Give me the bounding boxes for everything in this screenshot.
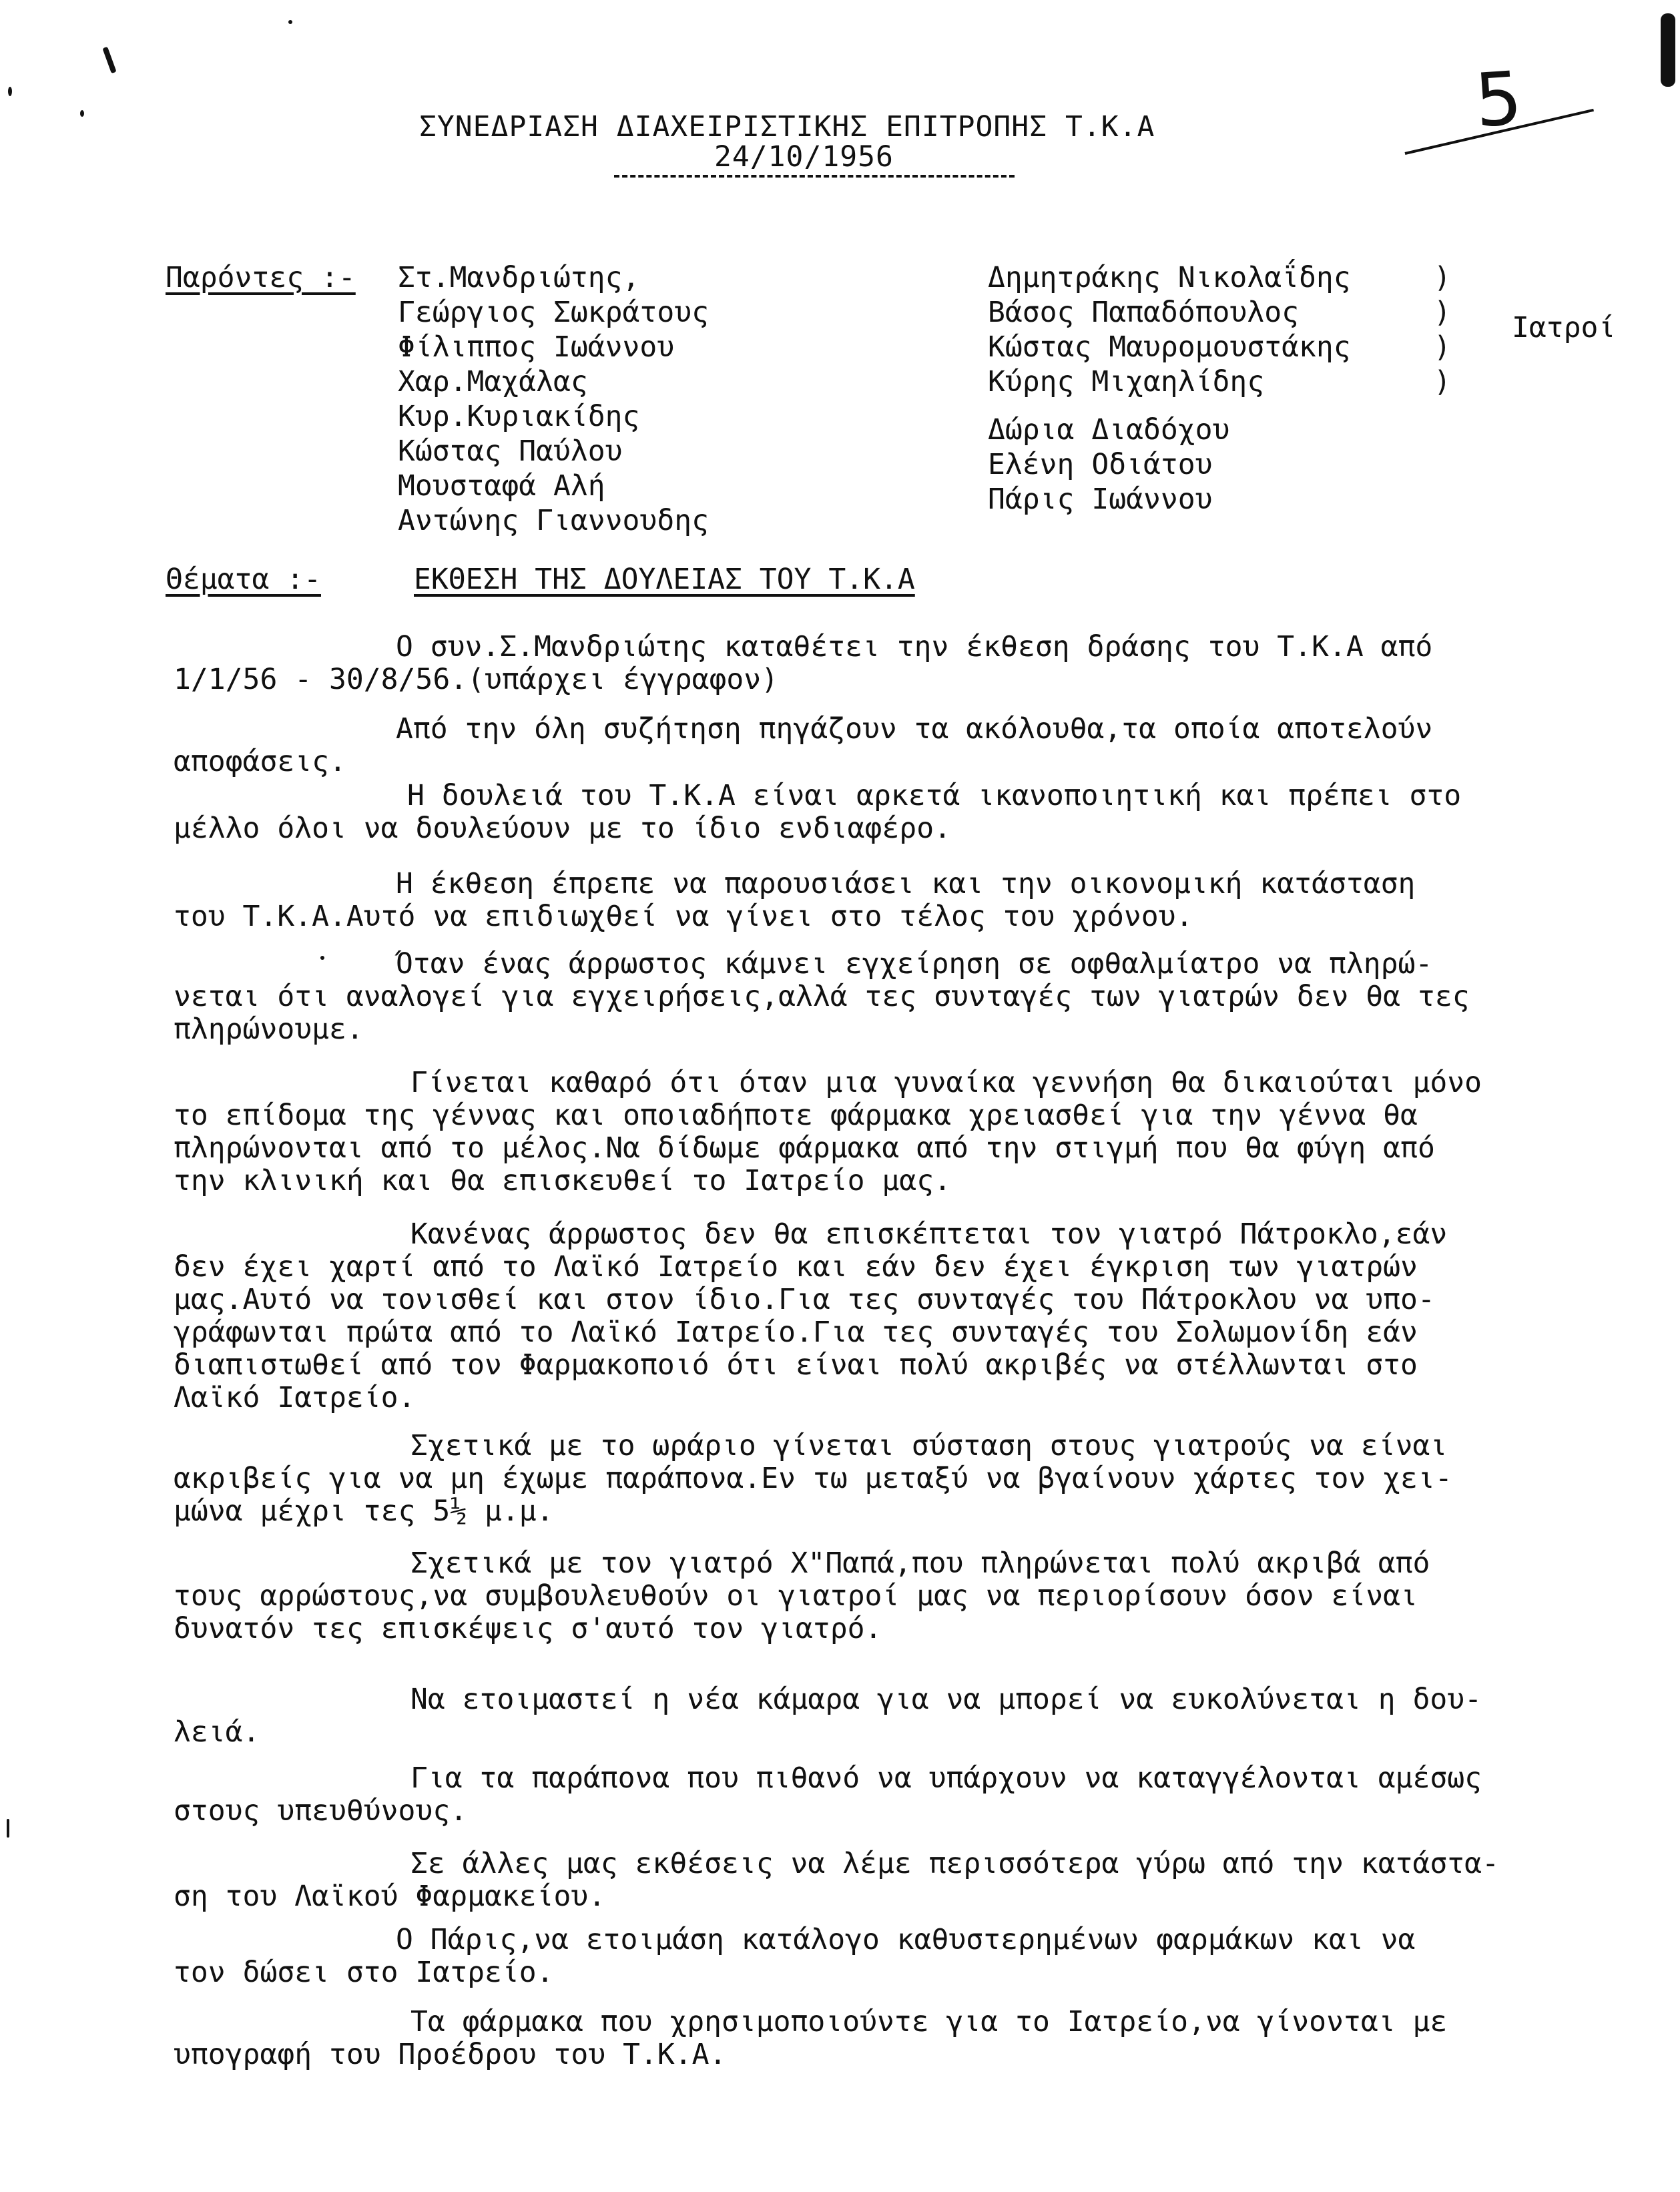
paragraph-line: μώνα μέχρι τες 5½ μ.μ. bbox=[174, 1494, 554, 1528]
scan-speck bbox=[288, 20, 292, 24]
body-paragraph bbox=[174, 1848, 1499, 1913]
body-paragraph bbox=[174, 2006, 1447, 2071]
present-person: Γεώργιος Σωκράτους bbox=[398, 296, 709, 329]
body-paragraph bbox=[174, 868, 1415, 933]
paragraph-line: Λαϊκό Ιατρείο. bbox=[174, 1381, 416, 1414]
paragraph-line: Σε άλλες μας εκθέσεις να λέμε περισσότερα γύρω από την κατάστα- bbox=[410, 1847, 1499, 1880]
present-list-right bbox=[988, 413, 1229, 517]
present-person: Δώρια Διαδόχου bbox=[988, 413, 1230, 447]
scan-speck bbox=[7, 1819, 9, 1838]
paragraph-line: τον δώσει στο Ιατρείο. bbox=[174, 1956, 554, 1989]
body-paragraph bbox=[174, 631, 1432, 696]
paragraph-line: τους αρρώστους,να συμβουλευθούν οι γιατροί μας να περιορίσουν όσον είναι bbox=[174, 1579, 1418, 1613]
present-person: Κυρ.Κυριακίδης bbox=[398, 400, 640, 433]
paragraph-line: Ο συν.Σ.Μανδριώτης καταθέτει την έκθεση δράσης του Τ.Κ.Α από bbox=[396, 630, 1433, 663]
paragraph-line: πληρώνονται από το μέλος.Να δίδωμε φάρμακα από την στιγμή που θα φύγη από bbox=[174, 1131, 1435, 1165]
doctors-bracket: ) ) ) ) bbox=[1434, 261, 1451, 398]
doctor-name: Δημητράκης Νικολαΐδης bbox=[988, 261, 1351, 294]
doctor-name: Βάσος Παπαδόπουλος bbox=[988, 296, 1299, 329]
present-person: Φίλιππος Ιωάννου bbox=[398, 330, 675, 364]
body-paragraph bbox=[174, 1067, 1482, 1197]
paragraph-line: ση του Λαϊκού Φαρμακείου. bbox=[174, 1880, 606, 1913]
topics-label: Θέματα :- bbox=[166, 563, 321, 596]
paragraph-line: υπογραφή του Προέδρου του Τ.Κ.Α. bbox=[174, 2038, 727, 2071]
paragraph-line: ακριβείς για να μη έχωμε παράπονα.Εν τω μεταξύ να βγαίνουν χάρτες τον χει- bbox=[174, 1462, 1452, 1495]
doctors-label: Ιατροί bbox=[1512, 311, 1616, 344]
scan-speck bbox=[320, 956, 324, 960]
paragraph-line: μας.Αυτό να τονισθεί και στον ίδιο.Για τες συνταγές του Πάτροκλου να υπο- bbox=[174, 1283, 1435, 1316]
paragraph-line: γράφωνται πρώτα από το Λαϊκό Ιατρείο.Για τες συνταγές του Σολωμονίδη εάν bbox=[174, 1316, 1418, 1349]
present-list-left bbox=[398, 260, 709, 538]
paragraph-line: Από την όλη συζήτηση πηγάζουν τα ακόλουθα,τα οποία αποτελούν bbox=[396, 712, 1433, 746]
paragraph-line: Σχετικά με το ωράριο γίνεται σύσταση στους γιατρούς να είναι bbox=[410, 1429, 1448, 1462]
body-paragraph bbox=[174, 1218, 1447, 1414]
paragraph-line: λειά. bbox=[174, 1715, 260, 1749]
doctor-name: Κύρης Μιχαηλίδης bbox=[988, 365, 1265, 398]
doctor-name: Κώστας Μαυρομουστάκης bbox=[988, 330, 1351, 364]
document-title: ΣΥΝΕΔΡΙΑΣΗ ΔΙΑΧΕΙΡΙΣΤΙΚΗΣ ΕΠΙΤΡΟΠΗΣ Τ.Κ.Α bbox=[419, 110, 1155, 144]
paragraph-line: Η έκθεση έπρεπε να παρουσιάσει και την οικονομική κατάσταση bbox=[396, 867, 1416, 900]
paragraph-line: Ο Πάρις,να ετοιμάση κατάλογο καθυστερημένων φαρμάκων και να bbox=[396, 1923, 1416, 1956]
paragraph-line: Όταν ένας άρρωστος κάμνει εγχείρηση σε οφθαλμίατρο να πληρώ- bbox=[396, 947, 1433, 981]
scan-speck bbox=[8, 87, 12, 96]
body-paragraph bbox=[174, 1683, 1482, 1749]
present-person: Χαρ.Μαχάλας bbox=[398, 365, 588, 398]
present-person: Ελένη Οδιάτου bbox=[988, 448, 1213, 481]
paragraph-line: δυνατόν τες επισκέψεις σ'αυτό τον γιατρό. bbox=[174, 1612, 882, 1645]
paragraph-line: 1/1/56 - 30/8/56.(υπάρχει έγγραφον) bbox=[174, 663, 779, 696]
paragraph-line: Για τα παράπονα που πιθανό να υπάρχουν να καταγγέλονται αμέσως bbox=[410, 1761, 1482, 1795]
paragraph-line: το επίδομα της γέννας και οποιαδήποτε φάρμακα χρειασθεί για την γέννα θα bbox=[174, 1099, 1418, 1132]
paragraph-line: νεται ότι αναλογεί για εγχειρήσεις,αλλά τες συνταγές των γιατρών δεν θα τες bbox=[174, 980, 1470, 1013]
page-number: 5 bbox=[1472, 55, 1525, 144]
present-person: Πάρις Ιωάννου bbox=[988, 483, 1213, 516]
body-paragraph bbox=[174, 1762, 1482, 1828]
paragraph-line: Κανένας άρρωστος δεν θα επισκέπτεται τον γιατρό Πάτροκλο,εάν bbox=[410, 1217, 1448, 1251]
scan-speck bbox=[102, 47, 116, 73]
body-paragraph bbox=[174, 1430, 1452, 1528]
body-paragraph bbox=[174, 1924, 1415, 1989]
scan-speck bbox=[1661, 13, 1675, 87]
doctors-list bbox=[988, 260, 1351, 399]
paragraph-line: Να ετοιμαστεί η νέα κάμαρα για να μπορεί να ευκολύνεται η δου- bbox=[410, 1683, 1482, 1716]
paragraph-line: Γίνεται καθαρό ότι όταν μια γυναίκα γεννήση θα δικαιούται μόνο bbox=[410, 1066, 1482, 1099]
paragraph-line: διαπιστωθεί από τον Φαρμακοποιό ότι είναι πολύ ακριβές να στέλλωνται στο bbox=[174, 1348, 1418, 1382]
paragraph-line: μέλλο όλοι να δουλεύουν με το ίδιο ενδιαφέρο. bbox=[174, 812, 951, 845]
paragraph-line: δεν έχει χαρτί από το Λαϊκό Ιατρείο και εάν δεν έχει έγκριση των γιατρών bbox=[174, 1250, 1418, 1284]
topics-heading: ΕΚΘΕΣΗ ΤΗΣ ΔΟΥΛΕΙΑΣ ΤΟΥ Τ.Κ.Α bbox=[414, 563, 915, 596]
paragraph-line: Τα φάρμακα που χρησιμοποιούντε για το Ιατρείο,να γίνονται με bbox=[410, 2005, 1448, 2038]
present-person: Κώστας Παύλου bbox=[398, 435, 623, 468]
scan-speck bbox=[80, 110, 84, 117]
date-underline bbox=[614, 175, 1015, 178]
document-date: 24/10/1956 bbox=[714, 140, 894, 174]
body-paragraph bbox=[174, 1547, 1430, 1645]
paragraph-line: Η δουλειά του Τ.Κ.Α είναι αρκετά ικανοποιητική και πρέπει στο bbox=[407, 779, 1462, 812]
present-label: Παρόντες :- bbox=[166, 261, 356, 294]
paragraph-line: στους υπευθύνους. bbox=[174, 1794, 468, 1828]
present-person: Αντώνης Γιαννουδης bbox=[398, 504, 709, 537]
body-paragraph bbox=[174, 948, 1470, 1046]
body-paragraph bbox=[174, 713, 1432, 778]
present-person: Στ.Μανδριώτης, bbox=[398, 261, 640, 294]
present-person: Μουσταφά Αλή bbox=[398, 469, 605, 503]
paragraph-line: αποφάσεις. bbox=[174, 745, 346, 778]
paragraph-line: Σχετικά με τον γιατρό Χ"Παπά,που πληρώνεται πολύ ακριβά από bbox=[410, 1547, 1430, 1580]
body-paragraph bbox=[174, 780, 1461, 845]
paragraph-line: την κλινική και θα επισκευθεί το Ιατρείο μας. bbox=[174, 1164, 951, 1197]
paragraph-line: του Τ.Κ.Α.Αυτό να επιδιωχθεί να γίνει στο τέλος του χρόνου. bbox=[174, 900, 1193, 933]
paragraph-line: πληρώνουμε. bbox=[174, 1013, 364, 1046]
